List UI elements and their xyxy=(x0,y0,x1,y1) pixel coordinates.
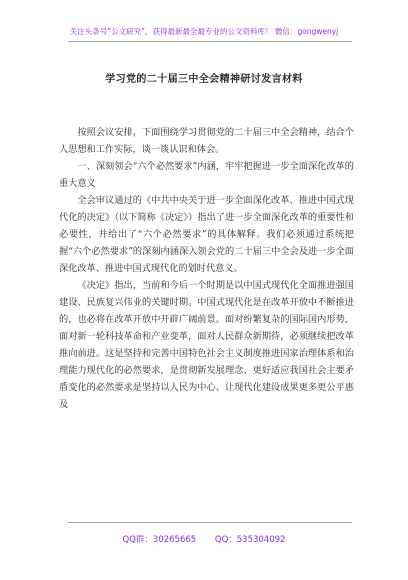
footer-divider xyxy=(68,522,352,523)
footer-qq-number: QQ：535304092 xyxy=(214,535,286,545)
footer-contact xyxy=(0,533,408,545)
document-body xyxy=(59,124,354,413)
paragraph-section-heading-1: 一、深刻领会“六个必然要求”内涵，牢牢把握进一步全面深化改革的重大意义 xyxy=(59,161,354,189)
paragraph-decision-summary: 全会审议通过的《中共中央关于进一步全面深化改革、推进中国式现代化的决定》（以下简称《决定》）指出了进一步全面深化改革的重要性和必要性，并给出了“六个必然要求”的具体解释。我们必须通过系统把握“六个必然要求”的深刻内涵深入领会党的二十届三中全会及进一步全面深化改革、推进中国式现代化的划时代意义。 xyxy=(59,195,354,274)
paragraph-decision-points: 《决定》指出，当前和今后一个时期是以中国式现代化全面推进强国建设、民族复兴伟业的关键时期。中国式现代化是在改革开放中不断推进的，也必将在改革开放中开辟广阔前景。面对纷繁复杂的国际国内形势，面对新一轮科技革命和产业变革，面对人民群众新期待，必须继续把改革推向前进。这是坚持和完善中国特色社会主义制度推进国家治理体系和治理能力现代化的必然要求，是贯彻新发展理念、更好适应我国社会主要矛盾变化的必然要求是坚持以人民为中心、让现代化建设成果更多更公平惠及 xyxy=(59,280,354,410)
header-divider xyxy=(68,41,352,42)
document-title: 学习党的二十届三中全会精神研讨发言材料 xyxy=(105,74,303,85)
footer-qq-group: QQ群：30265665 xyxy=(122,535,197,545)
header-watermark-note: 关注头条号“公文研究”，获得最新最全最专业的公文资料库！ 微信：gongwenyj xyxy=(69,27,339,36)
paragraph-intro: 按照会议安排，下面围绕学习贯彻党的二十届三中全会精神，结合个人思想和工作实际，谈一谈认识和体会。 xyxy=(59,127,354,155)
